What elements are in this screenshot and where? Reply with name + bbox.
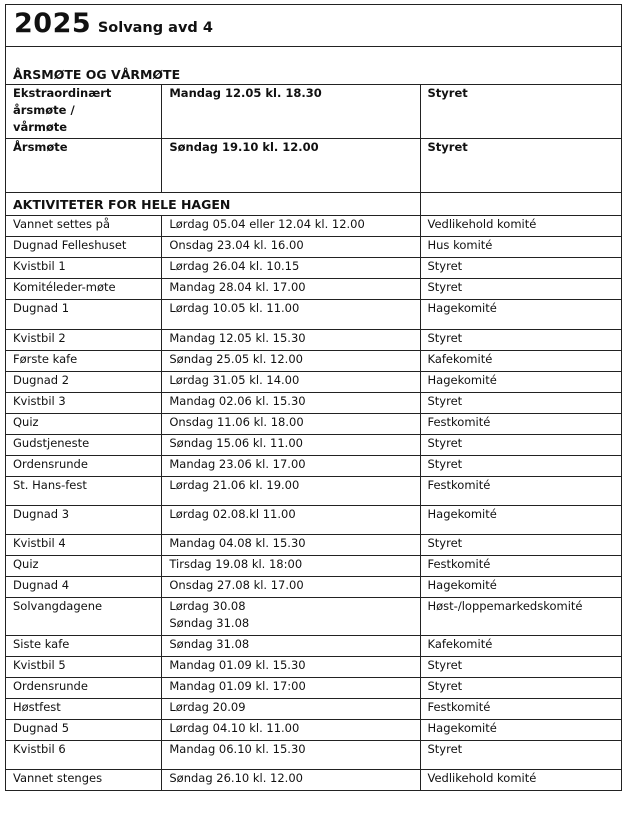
date-cell (162, 351, 420, 372)
activity-row (6, 237, 622, 258)
responsible-cell: Styret (420, 330, 622, 351)
activity-row (6, 506, 622, 535)
event-cell (6, 351, 162, 372)
event-cell-line: Dugnad 3 (13, 507, 70, 521)
responsible-cell: Styret (420, 535, 622, 556)
schedule-table (5, 4, 622, 791)
date-cell-line: Søndag 31.08 (169, 616, 250, 630)
date-cell-line: Søndag 31.08 (169, 637, 250, 651)
event-cell-line: Dugnad 1 (13, 301, 70, 315)
event-cell-line: Solvangdagene (13, 599, 103, 613)
subtitle: Solvang avd 4 (97, 19, 213, 36)
activity-row (6, 678, 622, 699)
responsible-cell: Styret (420, 258, 622, 279)
activity-row (6, 351, 622, 372)
date-cell (162, 435, 420, 456)
responsible-cell: Styret (420, 279, 622, 300)
event-cell (6, 414, 162, 435)
activity-row (6, 477, 622, 506)
responsible-cell: Festkomité (420, 477, 622, 506)
date-cell-line: Mandag 06.10 kl. 15.30 (169, 742, 306, 756)
responsible-cell: Vedlikehold komité (420, 770, 622, 791)
event-cell (6, 556, 162, 577)
date-cell (162, 258, 420, 279)
event-cell (6, 456, 162, 477)
activity-row (6, 770, 622, 791)
date-cell (162, 678, 420, 699)
event-cell (6, 393, 162, 414)
event-cell (6, 477, 162, 506)
event-cell-line: Ordensrunde (13, 457, 88, 471)
event-cell (6, 435, 162, 456)
activity-row (6, 435, 622, 456)
section-header-activities (6, 193, 622, 216)
date-cell-line: Lørdag 20.09 (169, 700, 246, 714)
date-cell (162, 414, 420, 435)
date-cell-line: Mandag 12.05 kl. 15.30 (169, 331, 306, 345)
responsible-cell: Styret (420, 657, 622, 678)
responsible-cell: Festkomité (420, 556, 622, 577)
responsible-cell: Høst-/loppemarkedskomité (420, 598, 622, 636)
activity-row (6, 699, 622, 720)
date-cell (162, 598, 420, 636)
activity-row (6, 636, 622, 657)
event-cell-line: Kvistbil 2 (13, 331, 66, 345)
meeting-row (6, 139, 622, 193)
date-cell-line: Lørdag 05.04 eller 12.04 kl. 12.00 (169, 217, 365, 231)
date-cell (162, 506, 420, 535)
event-cell (6, 279, 162, 300)
date-cell (162, 393, 420, 414)
event-cell-line: Høstfest (13, 700, 61, 714)
date-cell-line: Lørdag 04.10 kl. 11.00 (169, 721, 300, 735)
responsible-cell: Hus komité (420, 237, 622, 258)
date-cell (162, 372, 420, 393)
event-cell-line: Dugnad 4 (13, 578, 70, 592)
date-cell-line: Lørdag 30.08 (169, 599, 246, 613)
responsible-cell: Styret (420, 741, 622, 770)
event-cell-line: vårmøte (13, 120, 68, 134)
responsible-cell: Hagekomité (420, 506, 622, 535)
event-cell-line: Siste kafe (13, 637, 70, 651)
event-cell (6, 216, 162, 237)
event-cell (6, 657, 162, 678)
event-cell (6, 258, 162, 279)
date-cell-line: Søndag 19.10 kl. 12.00 (169, 140, 319, 154)
event-cell-line: Kvistbil 4 (13, 536, 66, 550)
date-cell-line: Lørdag 02.08.kl 11.00 (169, 507, 296, 521)
responsible-cell: Styret (420, 139, 622, 193)
event-cell-line: Kvistbil 5 (13, 658, 66, 672)
date-cell-line: Onsdag 11.06 kl. 18.00 (169, 415, 304, 429)
responsible-cell: Hagekomité (420, 720, 622, 741)
responsible-cell: Styret (420, 435, 622, 456)
date-cell (162, 741, 420, 770)
empty-cell (420, 193, 622, 216)
title-row (6, 5, 622, 47)
event-cell-line: Quiz (13, 415, 39, 429)
year-title: 2025 (14, 7, 92, 39)
responsible-cell: Festkomité (420, 699, 622, 720)
event-cell (6, 535, 162, 556)
activity-row (6, 372, 622, 393)
activity-row (6, 330, 622, 351)
event-cell-line: St. Hans-fest (13, 478, 87, 492)
responsible-cell: Kafekomité (420, 351, 622, 372)
event-cell (6, 506, 162, 535)
date-cell-line: Mandag 12.05 kl. 18.30 (169, 86, 322, 100)
schedule-sheet (5, 4, 622, 791)
activity-row (6, 657, 622, 678)
date-cell-line: Tirsdag 19.08 kl. 18:00 (169, 557, 303, 571)
event-cell-line: Gudstjeneste (13, 436, 90, 450)
event-cell (6, 139, 162, 193)
date-cell (162, 699, 420, 720)
activity-row (6, 258, 622, 279)
activity-row (6, 598, 622, 636)
activity-row (6, 535, 622, 556)
event-cell (6, 577, 162, 598)
responsible-cell: Vedlikehold komité (420, 216, 622, 237)
event-cell-line: Vannet settes på (13, 217, 110, 231)
activity-row (6, 556, 622, 577)
event-cell-line: Årsmøte (13, 140, 68, 154)
date-cell-line: Mandag 04.08 kl. 15.30 (169, 536, 306, 550)
meeting-row (6, 85, 622, 139)
event-cell-line: årsmøte / (13, 103, 75, 117)
event-cell-line: Dugnad 2 (13, 373, 70, 387)
date-cell (162, 237, 420, 258)
activity-row (6, 720, 622, 741)
event-cell-line: Første kafe (13, 352, 78, 366)
date-cell (162, 216, 420, 237)
event-cell (6, 85, 162, 139)
date-cell (162, 556, 420, 577)
event-cell (6, 598, 162, 636)
activity-row (6, 393, 622, 414)
activity-row (6, 279, 622, 300)
event-cell (6, 330, 162, 351)
event-cell-line: Kvistbil 1 (13, 259, 66, 273)
activity-row (6, 577, 622, 598)
event-cell (6, 636, 162, 657)
responsible-cell: Hagekomité (420, 300, 622, 330)
date-cell-line: Lørdag 21.06 kl. 19.00 (169, 478, 300, 492)
responsible-cell: Styret (420, 393, 622, 414)
date-cell (162, 577, 420, 598)
event-cell (6, 699, 162, 720)
date-cell-line: Søndag 15.06 kl. 11.00 (169, 436, 303, 450)
date-cell (162, 279, 420, 300)
date-cell (162, 657, 420, 678)
event-cell-line: Komitéleder-møte (13, 280, 116, 294)
event-cell-line: Kvistbil 6 (13, 742, 66, 756)
date-cell (162, 477, 420, 506)
event-cell-line: Ekstraordinært (13, 86, 112, 100)
activity-row (6, 216, 622, 237)
date-cell-line: Lørdag 10.05 kl. 11.00 (169, 301, 300, 315)
date-cell (162, 535, 420, 556)
event-cell (6, 770, 162, 791)
date-cell-line: Søndag 25.05 kl. 12.00 (169, 352, 303, 366)
date-cell-line: Onsdag 23.04 kl. 16.00 (169, 238, 304, 252)
responsible-cell: Styret (420, 678, 622, 699)
activity-row (6, 300, 622, 330)
section-title: AKTIVITETER FOR HELE HAGEN (6, 193, 421, 216)
event-cell (6, 237, 162, 258)
responsible-cell: Kafekomité (420, 636, 622, 657)
date-cell-line: Lørdag 31.05 kl. 14.00 (169, 373, 300, 387)
date-cell (162, 720, 420, 741)
date-cell (162, 770, 420, 791)
date-cell-line: Mandag 28.04 kl. 17.00 (169, 280, 306, 294)
date-cell (162, 139, 420, 193)
section-title: ÅRSMØTE OG VÅRMØTE (6, 47, 622, 85)
date-cell (162, 636, 420, 657)
event-cell-line: Dugnad 5 (13, 721, 70, 735)
activity-row (6, 741, 622, 770)
date-cell-line: Mandag 01.09 kl. 17:00 (169, 679, 306, 693)
date-cell-line: Mandag 01.09 kl. 15.30 (169, 658, 306, 672)
event-cell (6, 372, 162, 393)
responsible-cell: Styret (420, 85, 622, 139)
responsible-cell: Hagekomité (420, 372, 622, 393)
date-cell-line: Onsdag 27.08 kl. 17.00 (169, 578, 304, 592)
date-cell-line: Søndag 26.10 kl. 12.00 (169, 771, 303, 785)
title-cell (6, 5, 622, 47)
event-cell (6, 741, 162, 770)
event-cell (6, 300, 162, 330)
date-cell (162, 330, 420, 351)
event-cell-line: Vannet stenges (13, 771, 103, 785)
event-cell-line: Ordensrunde (13, 679, 88, 693)
event-cell-line: Quiz (13, 557, 39, 571)
event-cell-line: Dugnad Felleshuset (13, 238, 127, 252)
activity-row (6, 414, 622, 435)
event-cell (6, 720, 162, 741)
date-cell-line: Mandag 02.06 kl. 15.30 (169, 394, 306, 408)
event-cell-line: Kvistbil 3 (13, 394, 66, 408)
responsible-cell: Festkomité (420, 414, 622, 435)
section-header-meetings (6, 47, 622, 85)
date-cell (162, 300, 420, 330)
responsible-cell: Styret (420, 456, 622, 477)
date-cell-line: Lørdag 26.04 kl. 10.15 (169, 259, 300, 273)
responsible-cell: Hagekomité (420, 577, 622, 598)
activity-row (6, 456, 622, 477)
event-cell (6, 678, 162, 699)
date-cell (162, 85, 420, 139)
date-cell-line: Mandag 23.06 kl. 17.00 (169, 457, 306, 471)
date-cell (162, 456, 420, 477)
